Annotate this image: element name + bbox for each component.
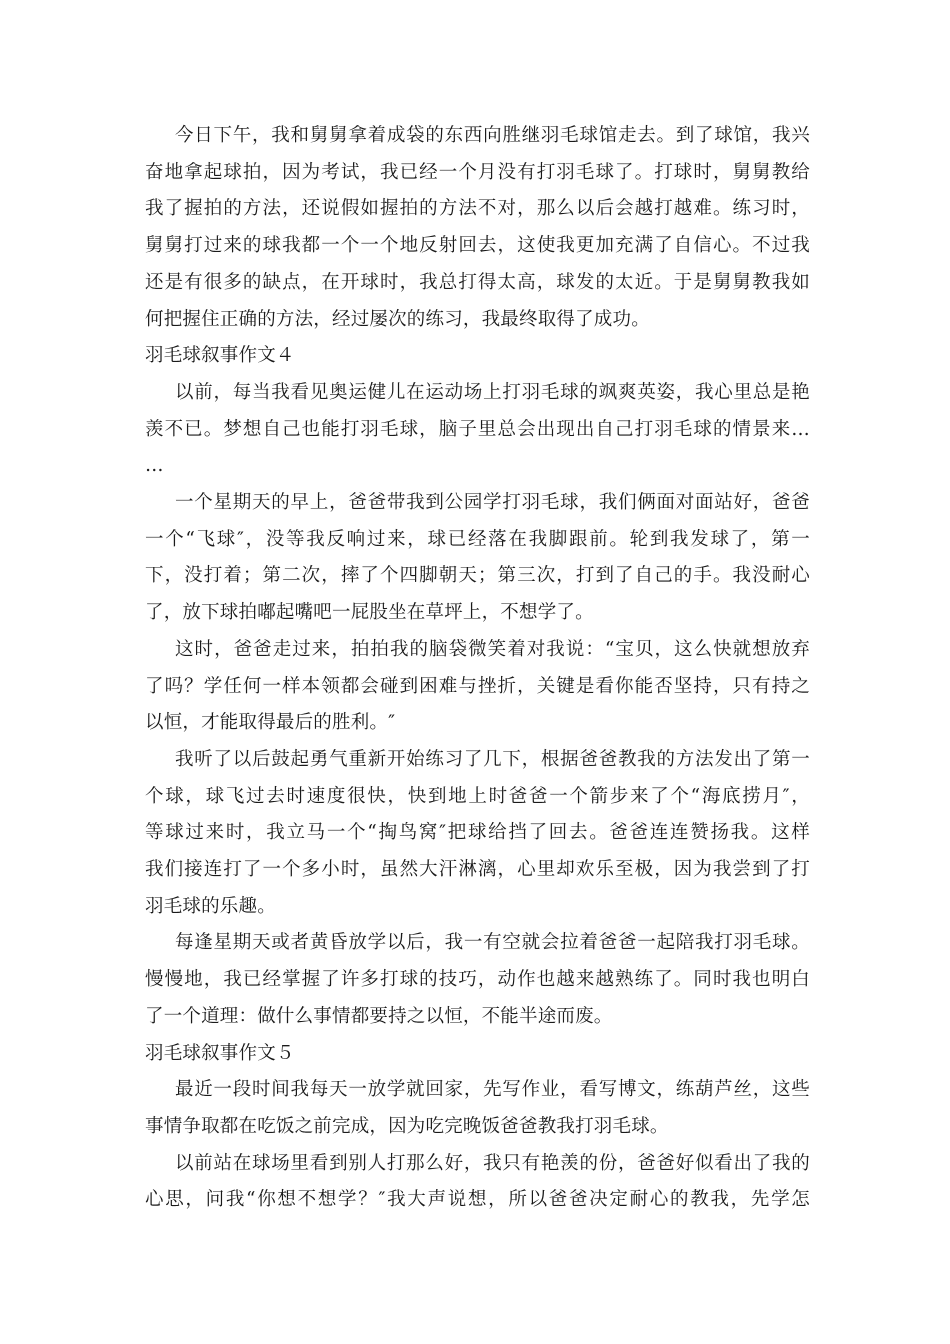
text-line: 每逢星期天或者黄昏放学以后，我一有空就会拉着爸爸一起陪我打羽毛球。 [175, 932, 810, 954]
section-heading: 羽毛球叙事作文５ [145, 1042, 295, 1064]
text-line: 以前，每当我看见奥运健儿在运动场上打羽毛球的飒爽英姿，我心里总是艳 [175, 381, 810, 403]
text-line: 羡不已。梦想自己也能打羽毛球，脑子里总会出现出自己打羽毛球的情景来… [145, 418, 810, 440]
text-line: … [145, 455, 164, 477]
text-line: 奋地拿起球拍，因为考试，我已经一个月没有打羽毛球了。打球时，舅舅教给 [145, 161, 810, 183]
text-line: 了吗？学任何一样本领都会碰到困难与挫折，关键是看你能否坚持，只有持之 [145, 675, 810, 697]
text-line: 何把握住正确的方法，经过屡次的练习，我最终取得了成功。 [145, 308, 650, 330]
paragraph [145, 485, 810, 632]
text-line: 以前站在球场里看到别人打那么好，我只有艳羡的份，爸爸好似看出了我的 [175, 1152, 810, 1174]
paragraph [145, 925, 810, 1035]
paragraph [145, 632, 810, 742]
text-line: 一个星期天的早上，爸爸带我到公园学打羽毛球，我们俩面对面站好，爸爸 [175, 492, 810, 514]
text-line: 慢慢地，我已经掌握了许多打球的技巧，动作也越来越熟练了。同时我也明白 [145, 969, 810, 991]
text-line: 最近一段时间我每天一放学就回家，先写作业，看写博文，练葫芦丝，这些 [175, 1079, 810, 1101]
document-body [145, 118, 810, 1219]
paragraph [145, 1146, 810, 1219]
text-line: 我了握拍的方法，还说假如握拍的方法不对，那么以后会越打越难。练习时， [145, 198, 810, 220]
section-heading: 羽毛球叙事作文４ [145, 345, 295, 367]
text-line: 羽毛球的乐趣。 [145, 895, 276, 917]
text-line: 还是有很多的缺点，在开球时，我总打得太高，球发的太近。于是舅舅教我如 [145, 271, 810, 293]
text-line: 以恒，才能取得最后的胜利。″ [145, 712, 396, 734]
paragraph [145, 1072, 810, 1145]
paragraph [145, 118, 810, 338]
text-line: 事情争取都在吃饭之前完成，因为吃完晚饭爸爸教我打羽毛球。 [145, 1115, 669, 1137]
text-line: 我们接连打了一个多小时，虽然大汗淋漓，心里却欢乐至极，因为我尝到了打 [145, 859, 810, 881]
text-line: 我听了以后鼓起勇气重新开始练习了几下，根据爸爸教我的方法发出了第一 [175, 748, 810, 770]
text-line: 舅舅打过来的球我都一个一个地反射回去，这使我更加充满了自信心。不过我 [145, 235, 810, 257]
text-line: 了，放下球拍嘟起嘴吧一屁股坐在草坪上，不想学了。 [145, 602, 594, 624]
text-line: 等球过来时，我立马一个“掏鸟窝″把球给挡了回去。爸爸连连赞扬我。这样 [145, 822, 810, 844]
text-line: 了一个道理：做什么事情都要持之以恒，不能半途而废。 [145, 1005, 613, 1027]
paragraph [145, 375, 810, 485]
text-line: 心思，问我“你想不想学？″我大声说想，所以爸爸决定耐心的教我，先学怎 [145, 1189, 810, 1211]
text-line: 今日下午，我和舅舅拿着成袋的东西向胜继羽毛球馆走去。到了球馆，我兴 [175, 125, 810, 146]
text-line: 下，没打着；第二次，摔了个四脚朝天；第三次，打到了自己的手。我没耐心 [145, 565, 810, 587]
text-line: 个球，球飞过去时速度很快，快到地上时爸爸一个箭步来了个“海底捞月″， [145, 785, 810, 807]
text-line: 一个“飞球″，没等我反响过来，球已经落在我脚跟前。轮到我发球了，第一 [145, 528, 810, 550]
text-line: 这时，爸爸走过来，拍拍我的脑袋微笑着对我说：“宝贝，这么快就想放弃 [175, 638, 810, 660]
paragraph [145, 742, 810, 926]
